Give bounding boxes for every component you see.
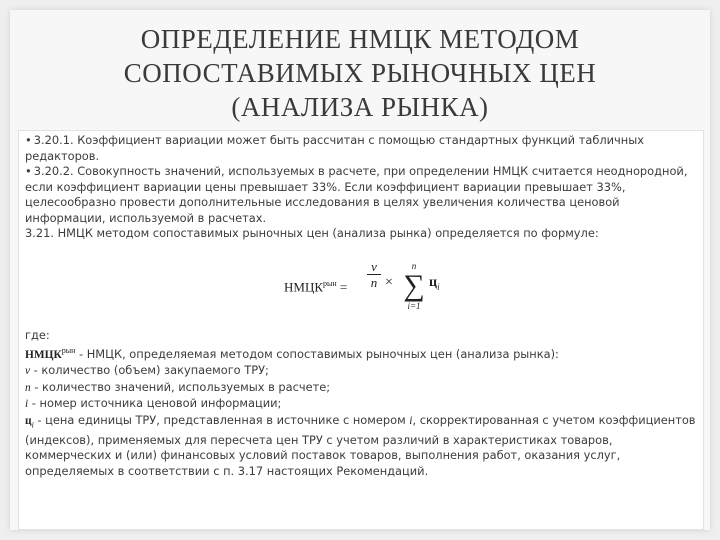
sum-lower-limit: i=1 — [407, 300, 421, 311]
formula-fraction — [367, 259, 381, 290]
bullet-icon: • — [25, 164, 32, 178]
paragraph-3-20-2 — [19, 164, 703, 226]
slide — [10, 10, 710, 530]
fraction-denominator: n — [370, 274, 378, 290]
paragraph-text: 3.20.1. Коэффициент вариации может быть рассчитан с помощью стандартных функций табличных редакторов. — [25, 133, 644, 163]
content-panel — [18, 130, 704, 530]
definition-i: i - номер источника ценовой информации; — [25, 396, 282, 411]
paragraph-3-21: 3.21. НМЦК методом сопоставимых рыночных цен (анализа рынка) определяется по формуле: — [25, 226, 599, 240]
bullet-icon: • — [25, 133, 32, 147]
where-label: где: — [25, 327, 50, 342]
definition-nmck: $НМЦК^{рын}$ - НМЦК, определяемая методом сопоставимых рыночных цен (анализа рынка): — [25, 346, 559, 361]
nmck-formula — [19, 254, 703, 318]
definition-v: v - количество (объем) закупаемого ТРУ; — [25, 363, 269, 378]
summation — [402, 262, 426, 311]
sum-upper-limit: n — [411, 260, 417, 271]
sum-term: $ц_i$ — [429, 274, 440, 292]
paragraph-3-20-1 — [19, 133, 703, 164]
paragraph-text: 3.20.2. Совокупность значений, используемых в расчете, при определении НМЦК считается неоднородной, если коэффициент вариации цены превышает 33%. Если коэффициент вариации превышает 33%, целесообразно провести дополнительные исследования в целях увеличения количества ценовой информации, используемой в расчетах. — [25, 164, 688, 225]
formula-lhs: $НМЦК^{рын}$ = — [284, 278, 348, 294]
sigma-icon: ∑ — [403, 268, 425, 302]
definition-price: $ц_i$ - цена единицы ТРУ, представленная в источнике с номером i, скорректированная с учетом коэффициентов (индексов), применяемых для пересчета цен ТРУ с учетом различий в характеристиках товаров, коммерческих и (или) финансовых условий поставок товаров, выполнения работ, оказания услуг, определяемых в соответствии с п. 3.17 настоящих Рекомендаций. — [25, 412, 696, 478]
slide-title: ОПРЕДЕЛЕНИЕ НМЦК МЕТОДОМ СОПОСТАВИМЫХ РЫНОЧНЫХ ЦЕН (АНАЛИЗА РЫНКА) — [123, 24, 597, 122]
fraction-numerator: v — [367, 259, 381, 275]
definition-n: n - количество значений, используемых в расчете; — [25, 379, 331, 394]
times-sign: × — [385, 274, 393, 290]
